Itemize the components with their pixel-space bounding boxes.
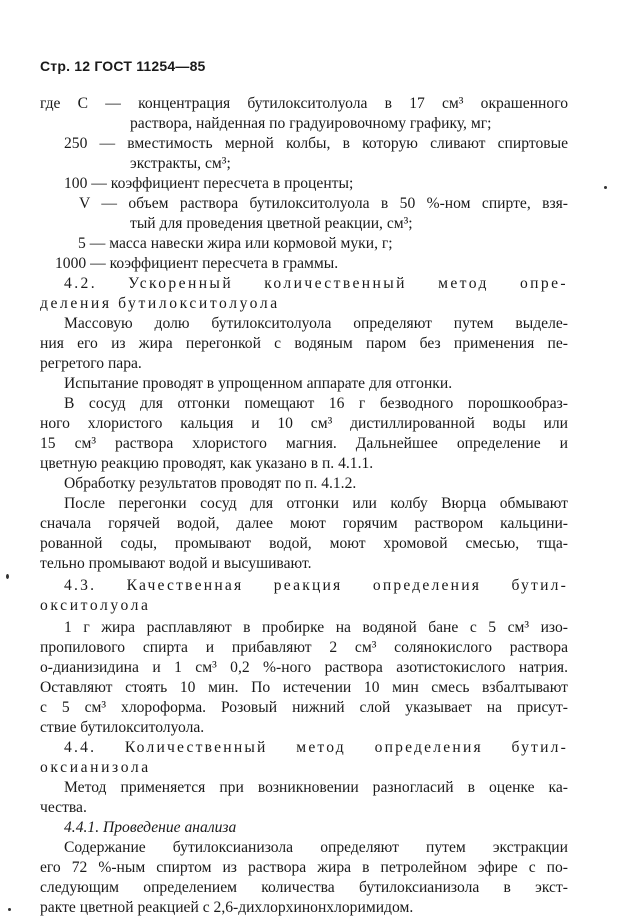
page-header: Стр. 12 ГОСТ 11254—85 — [40, 58, 206, 74]
section-heading: окситолуола — [40, 597, 151, 614]
text-line: рованной соды, промывают водой, моют хромовой смесью, тща- — [40, 535, 568, 552]
text-line: V — объем раствора бутилокситолуола в 50 %-ном спирте, взя- — [79, 195, 568, 212]
text-line: В сосуд для отгонки помещают 16 г безводного порошкообраз- — [64, 395, 568, 412]
text-line: Испытание проводят в упрощенном аппарате для отгонки. — [64, 375, 453, 392]
text-line: После перегонки сосуд для отгонки или колбу Вюрца обмывают — [64, 495, 568, 512]
text-line: тельно промывают водой и высушивают. — [40, 555, 312, 572]
text-line: 1 г жира расплавляют в пробирке на водяной бане с 5 см³ изо- — [64, 619, 568, 636]
subsection-heading: 4.4.1. Проведение анализа — [64, 819, 237, 836]
text-line: его 72 %-ным спиртом из раствора жира в петролейном эфире с по- — [40, 859, 568, 876]
text-line: Содержание бутилоксианизола определяют путем экстракции — [64, 839, 568, 856]
text-line: чества. — [40, 799, 87, 816]
text-line: цветную реакцию проводят, как указано в п. 4.1.1. — [40, 455, 374, 472]
text-line: 250 — вместимость мерной колбы, в которую сливают спиртовые — [64, 135, 568, 152]
text-line: раствора, найденная по градуировочному графику, мг; — [130, 115, 492, 132]
section-heading: 4.2. Ускоренный количественный метод опре- — [64, 275, 568, 292]
text-line: Обработку результатов проводят по п. 4.1.2. — [64, 475, 357, 492]
text-line: где С — концентрация бутилокситолуола в 17 см³ окрашенного — [40, 95, 568, 112]
text-line: 5 — масса навески жира или кормовой муки, г; — [78, 235, 393, 252]
text-line: Оставляют стоять 10 мин. По истечении 10 мин смесь взбалтывают — [40, 679, 568, 696]
section-heading: 4.4. Количественный метод определения бутил- — [64, 739, 568, 756]
text-line: ного хлористого кальция и 10 см³ дистиллированной воды или — [40, 415, 568, 432]
text-line: с 5 см³ хлороформа. Розовый нижний слой указывает на присут- — [40, 699, 568, 716]
scan-speck — [6, 574, 9, 579]
text-line: ракте цветной реакцией с 2,6-дихлорхинонхлоримидом. — [40, 899, 414, 916]
text-line: ния его из жира перегонкой с водяным паром без применения пе- — [40, 335, 568, 352]
text-line: о-дианизидина и 1 см³ 0,2 %-ного раствора азотистокислого натрия. — [40, 659, 568, 676]
text-line: пропилового спирта и прибавляют 2 см³ солянокислого раствора — [40, 639, 568, 656]
text-line: Массовую долю бутилокситолуола определяют путем выделе- — [64, 315, 568, 332]
section-heading: деления бутилокситолуола — [40, 295, 280, 312]
text-line: 1000 — коэффициент пересчета в граммы. — [55, 255, 339, 272]
text-line: ствие бутилокситолуола. — [40, 719, 205, 736]
text-line: следующим определением количества бутилоксианизола в экст- — [40, 879, 568, 896]
text-line: 15 см³ раствора хлористого магния. Дальнейшее определение и — [40, 435, 568, 452]
text-line: Метод применяется при возникновении разногласий в оценке ка- — [64, 779, 568, 796]
text-line: тый для проведения цветной реакции, см³; — [130, 215, 413, 232]
text-line: сначала горячей водой, далее моют горячим раствором кальцини- — [40, 515, 568, 532]
scan-speck — [604, 186, 607, 189]
text-line: регретого пара. — [40, 355, 142, 372]
text-line: экстракты, см³; — [130, 155, 231, 172]
section-heading: 4.3. Качественная реакция определения бутил- — [64, 577, 568, 594]
section-heading: оксианизола — [40, 759, 151, 776]
scan-speck — [8, 908, 11, 911]
text-line: 100 — коэффициент пересчета в проценты; — [64, 175, 354, 192]
